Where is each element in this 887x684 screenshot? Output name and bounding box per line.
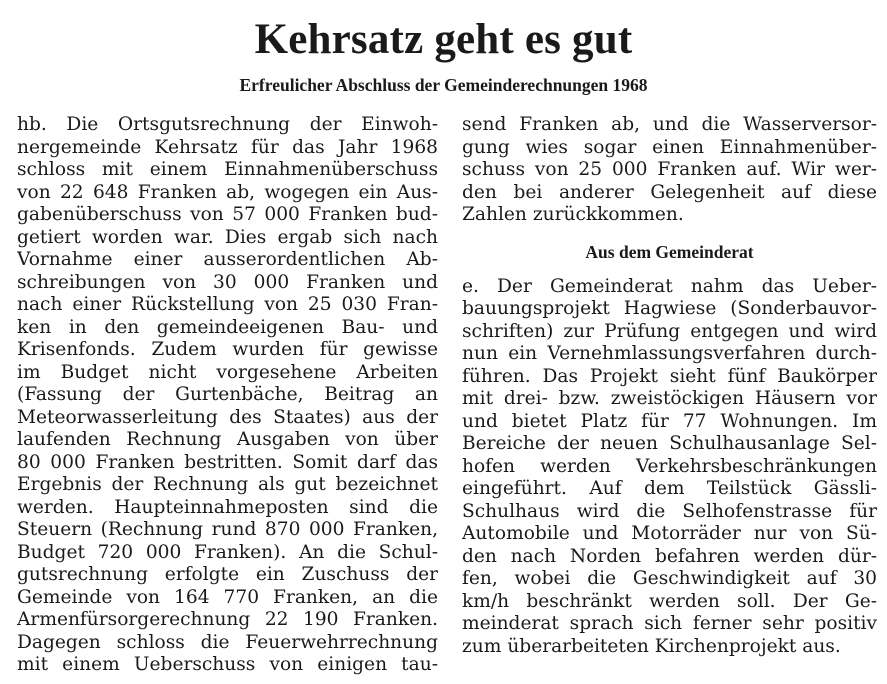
subheadline: Erfreulicher Abschluss der Gemeinderechnungen 1968 <box>239 75 648 95</box>
text-line: mit drei- bzw. zweistöckigen Häusern vor <box>462 388 877 409</box>
text-line: Meteorwasserleitung des Staates) aus der <box>17 406 438 428</box>
text-line: Vornahme einer ausserordentlichen Ab- <box>17 249 438 270</box>
text-line: 80 000 Franken bestritten. Somit darf das <box>17 451 438 473</box>
text-line: Bereiche der neuen Schulhausanlage Sel- <box>462 433 877 454</box>
text-line: Gemeinde von 164 770 Franken, an die <box>17 586 438 608</box>
headline: Kehrsatz geht es gut <box>254 16 633 63</box>
text-line: gutsrechnung erfolgte ein Zuschuss der <box>17 564 438 585</box>
text-line: nergemeinde Kehrsatz für das Jahr 1968 <box>17 136 438 158</box>
right-column <box>462 114 877 658</box>
text-line: Steuern (Rechnung rund 870 000 Franken, <box>17 519 438 540</box>
text-line: Zahlen zurückkommen. <box>462 204 684 225</box>
section-heading: Aus dem Gemeinderat <box>585 241 754 262</box>
text-line: getiert worden war. Dies ergab sich nach <box>17 226 438 248</box>
text-line: schriften) zur Prüfung entgegen und wird <box>462 320 877 342</box>
text-line: nun ein Vernehmlassungsverfahren durch- <box>462 343 877 364</box>
text-line: den nach Norden befahren werden dür- <box>462 545 877 567</box>
text-line: hofen werden Verkehrsbeschränkungen <box>462 455 877 477</box>
text-line: schuss von 25 000 Franken auf. Wir wer- <box>462 159 877 180</box>
text-line: zum überarbeiteten Kirchenprojekt aus. <box>462 635 841 657</box>
text-line: Dagegen schloss die Feuerwehrrechnung <box>17 631 438 653</box>
text-line: Automobile und Motorräder nur von Sü- <box>462 523 877 544</box>
text-line: (Fassung der Gurtenbäche, Beitrag an <box>17 384 438 405</box>
text-line: und bietet Platz für 77 Wohnungen. Im <box>462 410 877 432</box>
text-line: meinderat sprach sich ferner sehr positiv <box>462 613 877 634</box>
left-column <box>17 114 438 677</box>
text-line: Schulhaus wird die Selhofenstrasse für <box>462 500 877 522</box>
text-line: schloss mit einem Einnahmenüberschuss <box>17 159 438 180</box>
text-line: laufenden Rechnung Ausgaben von über <box>17 429 438 450</box>
text-line: Krisenfonds. Zudem wurden für gewisse <box>17 339 438 360</box>
text-line: km/h beschränkt werden soll. Der Ge- <box>462 590 877 612</box>
text-line: schreibungen von 30 000 Franken und <box>17 271 438 293</box>
text-line: von 22 648 Franken ab, wogegen ein Aus- <box>17 181 438 203</box>
text-line: Budget 720 000 Franken). An die Schul- <box>17 541 438 563</box>
text-line: führen. Das Projekt sieht fünf Baukörper <box>462 365 877 387</box>
text-line: send Franken ab, und die Wasserversor- <box>462 114 877 135</box>
text-line: werden. Haupteinnahmeposten sind die <box>17 496 438 518</box>
text-line: den bei anderer Gelegenheit auf diese <box>462 181 877 203</box>
text-line: ken in den gemeindeeigenen Bau- und <box>17 316 438 338</box>
text-line: mit einem Ueberschuss von einigen tau- <box>17 654 438 675</box>
text-line: e. Der Gemeinderat nahm das Ueber- <box>462 275 877 297</box>
text-line: nach einer Rückstellung von 25 030 Fran- <box>17 294 438 315</box>
text-line: im Budget nicht vorgesehene Arbeiten <box>17 361 438 383</box>
text-line: gabenüberschuss von 57 000 Franken bud- <box>17 204 438 225</box>
text-line: bauungsprojekt Hagwiese (Sonderbauvor- <box>462 298 877 319</box>
text-line: Ergebnis der Rechnung als gut bezeichnet <box>17 474 438 495</box>
text-line: fen, wobei die Geschwindigkeit auf 30 <box>462 568 877 589</box>
text-line: hb. Die Ortsgutsrechnung der Einwoh- <box>17 114 438 135</box>
text-line: gung wies sogar einen Einnahmenüber- <box>462 136 877 158</box>
text-line: Armenfürsorgerechnung 22 190 Franken. <box>17 609 438 630</box>
text-line: eingeführt. Auf dem Teilstück Gässli- <box>462 478 877 499</box>
